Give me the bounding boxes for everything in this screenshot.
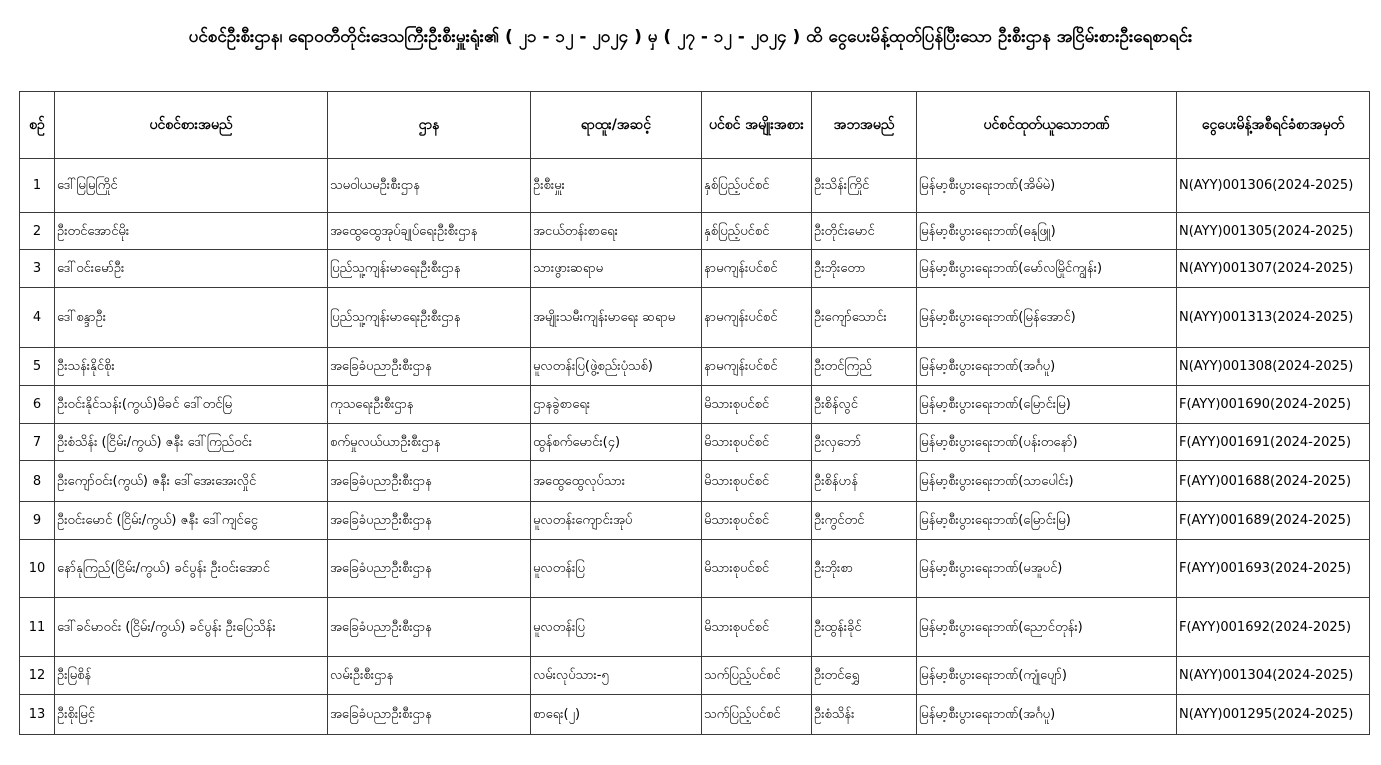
cell-pensioner-name: ဦးကျော်ဝင်း(ကွယ်) ဇနီး ဒေါ်အေးအေးလှိုင် [55,461,328,502]
cell-bank: မြန်မာ့စီးပွားရေးဘဏ်(မြန်အောင်) [917,288,1177,348]
cell-rank: မူလတန်းကျောင်းအုပ် [531,502,702,540]
cell-rank: မူလတန်းပြ(ဖွဲ့စည်းပုံသစ်) [531,348,702,386]
table-row [20,598,1370,657]
cell-department: အထွေထွေအုပ်ချုပ်ရေးဦးစီးဌာန [328,213,531,250]
cell-bank: မြန်မာ့စီးပွားရေးဘဏ်(အင်္ဂပူ) [917,348,1177,386]
cell-pensioner-name: ဦးတင်အောင်မိုး [55,213,328,250]
cell-bank: မြန်မာ့စီးပွားရေးဘဏ်(မြောင်းမြ) [917,502,1177,540]
table-row [20,695,1370,735]
cell-row-no: 5 [20,348,55,386]
cell-pension-type: မိသားစုပင်စင် [702,598,812,657]
cell-father-name: ဦးစံသိန်း [812,695,917,735]
col-header-name: ပင်စင်စားအမည် [55,92,328,159]
table-row [20,657,1370,695]
table-row [20,386,1370,424]
cell-row-no: 10 [20,540,55,598]
header-row [20,92,1370,159]
cell-pensioner-name: ဦးဝင်းနိုင်သန်း(ကွယ်)မိခင် ဒေါ်တင်မြ [55,386,328,424]
cell-order-ref: N(AYY)001304(2024-2025) [1177,657,1370,695]
cell-rank: မူလတန်းပြ [531,598,702,657]
cell-pension-type: နှစ်ပြည့်ပင်စင် [702,159,812,213]
col-header-no: စဉ် [20,92,55,159]
cell-pensioner-name: ဦးမြစိန် [55,657,328,695]
cell-pension-type: နာမကျန်းပင်စင် [702,288,812,348]
cell-order-ref: N(AYY)001313(2024-2025) [1177,288,1370,348]
table-row [20,348,1370,386]
cell-order-ref: F(AYY)001688(2024-2025) [1177,461,1370,502]
cell-bank: မြန်မာ့စီးပွားရေးဘဏ်(မော်လမြိုင်ကျွန်း) [917,250,1177,288]
cell-department: အခြေခံပညာဦးစီးဌာန [328,502,531,540]
col-header-rank: ရာထူး/အဆင့် [531,92,702,159]
cell-row-no: 4 [20,288,55,348]
cell-father-name: ဦးကွင်တင် [812,502,917,540]
cell-pensioner-name: ဦးစိုးမြင့် [55,695,328,735]
cell-row-no: 7 [20,424,55,461]
cell-department: လမ်းဦးစီးဌာန [328,657,531,695]
cell-bank: မြန်မာ့စီးပွားရေးဘဏ်(မြောင်းမြ) [917,386,1177,424]
cell-father-name: ဦးထွန်းခိုင် [812,598,917,657]
cell-rank: ဌာနခွဲစာရေး [531,386,702,424]
page-title: ပင်စင်ဦးစီးဌာန၊ ရောဝတီတိုင်းဒေသကြီးဦးစီးမှူးရုံး၏ ( ၂၁ - ၁၂ - ၂၀၂၄ ) မှ ( ၂၇ - ၁၂ - ၂၀၂၄ ) ထိ ငွေပေးမိန့်ထုတ်ပြန်ပြီးသော ဦးစီးဌာန အငြိမ်းစားဦးရေစာရင်း [188,27,1193,47]
cell-bank: မြန်မာ့စီးပွားရေးဘဏ်(ကျုံပျော်) [917,657,1177,695]
cell-father-name: ဦးဘိုးစာ [812,540,917,598]
cell-pension-type: နာမကျန်းပင်စင် [702,348,812,386]
cell-department: အခြေခံပညာဦးစီးဌာန [328,540,531,598]
cell-rank: စာရေး(၂) [531,695,702,735]
cell-order-ref: F(AYY)001692(2024-2025) [1177,598,1370,657]
cell-father-name: ဦးတိုင်းမောင် [812,213,917,250]
cell-father-name: ဦးလှဘော် [812,424,917,461]
cell-rank: ဦးစီးမှူး [531,159,702,213]
cell-pension-type: မိသားစုပင်စင် [702,386,812,424]
cell-row-no: 1 [20,159,55,213]
cell-row-no: 12 [20,657,55,695]
cell-department: အခြေခံပညာဦးစီးဌာန [328,695,531,735]
cell-pensioner-name: ဒေါ်ဝင်းမော်ဦး [55,250,328,288]
cell-rank: အငယ်တန်းစာရေး [531,213,702,250]
cell-department: အခြေခံပညာဦးစီးဌာန [328,348,531,386]
cell-department: ကုသရေးဦးစီးဌာန [328,386,531,424]
cell-father-name: ဦးစိန်ဟန် [812,461,917,502]
cell-order-ref: N(AYY)001308(2024-2025) [1177,348,1370,386]
cell-father-name: ဦးစိန်လွင် [812,386,917,424]
cell-bank: မြန်မာ့စီးပွားရေးဘဏ်(သာပေါင်း) [917,461,1177,502]
cell-bank: မြန်မာ့စီးပွားရေးဘဏ်(ပန်းတနော်) [917,424,1177,461]
cell-rank: သားဖွားဆရာမ [531,250,702,288]
cell-rank: မူလတန်းပြ [531,540,702,598]
cell-row-no: 11 [20,598,55,657]
cell-order-ref: N(AYY)001305(2024-2025) [1177,213,1370,250]
cell-bank: မြန်မာ့စီးပွားရေးဘဏ်(ဓနုဖြူ) [917,213,1177,250]
cell-department: ပြည်သူ့ကျန်းမာရေးဦးစီးဌာန [328,250,531,288]
cell-pension-type: နှစ်ပြည့်ပင်စင် [702,213,812,250]
cell-rank: လမ်းလုပ်သား-၅ [531,657,702,695]
cell-bank: မြန်မာ့စီးပွားရေးဘဏ်(ညောင်တုန်း) [917,598,1177,657]
table-row [20,502,1370,540]
cell-row-no: 8 [20,461,55,502]
table-row [20,213,1370,250]
table-row [20,288,1370,348]
cell-pensioner-name: ဦးသန်းနိုင်စိုး [55,348,328,386]
cell-father-name: ဦးကျော်သောင်း [812,288,917,348]
cell-order-ref: F(AYY)001690(2024-2025) [1177,386,1370,424]
table-row [20,159,1370,213]
col-header-order-ref: ငွေပေးမိန့်အစီရင်ခံစာအမှတ် [1177,92,1370,159]
cell-pension-type: မိသားစုပင်စင် [702,461,812,502]
cell-rank: အမျိုးသမီးကျန်းမာရေး ဆရာမ [531,288,702,348]
cell-pensioner-name: ဦးဝင်းမောင် (ငြိမ်း/ကွယ်) ဇနီး ဒေါ်ကျင်ငွေ [55,502,328,540]
cell-department: သမဝါယမဦးစီးဌာန [328,159,531,213]
table-header [20,92,1370,159]
col-header-pension-type: ပင်စင် အမျိုးအစား [702,92,812,159]
cell-department: ပြည်သူ့ကျန်းမာရေးဦးစီးဌာန [328,288,531,348]
table-row [20,540,1370,598]
cell-department: အခြေခံပညာဦးစီးဌာန [328,598,531,657]
col-header-department: ဌာန [328,92,531,159]
cell-order-ref: F(AYY)001691(2024-2025) [1177,424,1370,461]
cell-pension-type: မိသားစုပင်စင် [702,502,812,540]
cell-bank: မြန်မာ့စီးပွားရေးဘဏ်(မအူပင်) [917,540,1177,598]
cell-father-name: ဦးတင်ရွှေ [812,657,917,695]
cell-pensioner-name: ဒေါ်မြမြကြိုင် [55,159,328,213]
cell-row-no: 2 [20,213,55,250]
cell-pension-type: သက်ပြည့်ပင်စင် [702,657,812,695]
col-header-bank: ပင်စင်ထုတ်ယူသောဘဏ် [917,92,1177,159]
cell-order-ref: F(AYY)001693(2024-2025) [1177,540,1370,598]
cell-pensioner-name: ဒေါ်ခင်မာဝင်း (ငြိမ်း/ကွယ်) ခင်ပွန်း ဦးပြေသိန်း [55,598,328,657]
cell-pension-type: နာမကျန်းပင်စင် [702,250,812,288]
table-row [20,250,1370,288]
cell-bank: မြန်မာ့စီးပွားရေးဘဏ်(အိမ်မဲ) [917,159,1177,213]
col-header-father-name: အဘအမည် [812,92,917,159]
cell-row-no: 9 [20,502,55,540]
cell-father-name: ဦးဘိုးတော [812,250,917,288]
cell-father-name: ဦးသိန်းကြိုင် [812,159,917,213]
cell-rank: အထွေထွေလုပ်သား [531,461,702,502]
cell-department: အခြေခံပညာဦးစီးဌာန [328,461,531,502]
pensioner-table [19,91,1370,735]
cell-order-ref: F(AYY)001689(2024-2025) [1177,502,1370,540]
cell-department: စက်မှုလယ်ယာဦးစီးဌာန [328,424,531,461]
cell-pension-type: မိသားစုပင်စင် [702,540,812,598]
cell-pensioner-name: နော်နုကြည်(ငြိမ်း/ကွယ်) ခင်ပွန်း ဦးဝင်းအောင် [55,540,328,598]
cell-row-no: 6 [20,386,55,424]
cell-row-no: 13 [20,695,55,735]
cell-order-ref: N(AYY)001307(2024-2025) [1177,250,1370,288]
cell-pensioner-name: ဒေါ်စန္ဒာဦး [55,288,328,348]
cell-rank: ထွန်စက်မောင်း(၄) [531,424,702,461]
cell-pensioner-name: ဦးစံသိန်း (ငြိမ်း/ကွယ်) ဇနီး ဒေါ်ကြည်ဝင်း [55,424,328,461]
cell-pension-type: မိသားစုပင်စင် [702,424,812,461]
cell-row-no: 3 [20,250,55,288]
cell-order-ref: N(AYY)001306(2024-2025) [1177,159,1370,213]
cell-pension-type: သက်ပြည့်ပင်စင် [702,695,812,735]
table-row [20,461,1370,502]
table-body [20,159,1370,735]
cell-bank: မြန်မာ့စီးပွားရေးဘဏ်(အင်္ဂပူ) [917,695,1177,735]
table-row [20,424,1370,461]
cell-order-ref: N(AYY)001295(2024-2025) [1177,695,1370,735]
cell-father-name: ဦးတင်ကြည် [812,348,917,386]
